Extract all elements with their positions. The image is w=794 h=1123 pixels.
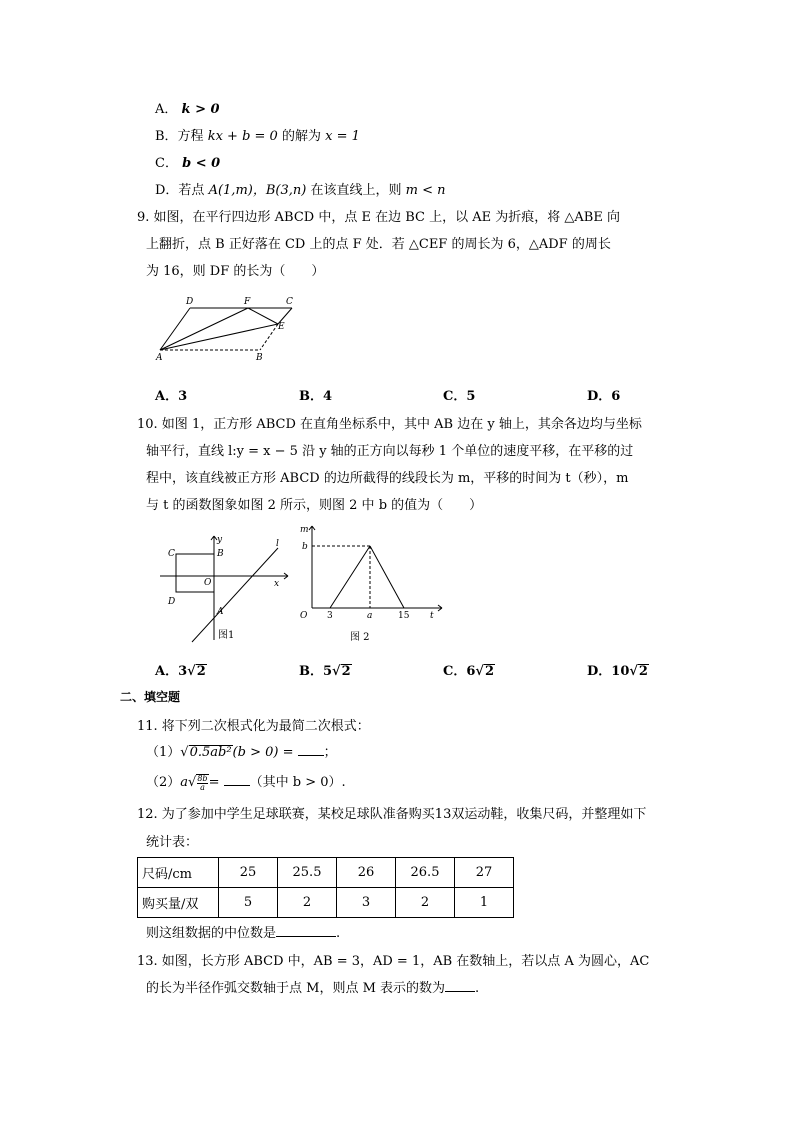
q13-line-1: 13. 如图，长方形 ABCD 中，AB = 3，AD = 1，AB 在数轴上，若以点 A 为圆心，AC [137, 954, 650, 969]
q9-line-2: 上翻折，点 B 正好落在 CD 上的点 F 处．若 △CEF 的周长为 6，△ADF 的周长 [146, 237, 611, 252]
table-header-size: 尺码/cm [138, 858, 219, 888]
q9-option-b: B．4 [299, 389, 333, 404]
table-cell: 3 [337, 888, 396, 918]
q9-label-d: D [186, 297, 194, 307]
fig1-label-y: y [217, 535, 223, 545]
table-cell: 2 [396, 888, 455, 918]
q8-option-a: A． k > 0 [155, 102, 220, 117]
q10-option-b: B．5√2 [299, 664, 351, 679]
q13-blank[interactable] [445, 979, 475, 992]
q12-line-2: 统计表： [146, 835, 199, 850]
q10-line-4: 与 t 的函数图象如图 2 所示，则图 2 中 b 的值为（ ） [146, 498, 483, 513]
q9-label-f: F [244, 297, 251, 307]
fig2-label-o: O [300, 611, 308, 621]
q10-figure-1 [160, 532, 290, 644]
q12-blank[interactable] [276, 924, 336, 937]
q8-option-b: B．方程 kx + b = 0 的解为 x = 1 [155, 129, 360, 144]
q8-option-c: C． b < 0 [155, 156, 221, 171]
q10-option-d: D．10√2 [587, 664, 648, 679]
q10-line-2: 轴平行，直线 l:y = x − 5 沿 y 轴的正方向以每秒 1 个单位的速度平移，在平移的过 [146, 444, 634, 459]
table-row [138, 858, 514, 888]
fig1-label-l: l [276, 539, 279, 549]
section-title-fill-blank: 二、填空题 [120, 690, 181, 704]
table-cell: 25.5 [278, 858, 337, 888]
fig1-label-x: x [274, 579, 280, 589]
q9-line-3: 为 16，则 DF 的长为（ ） [146, 264, 325, 279]
table-cell: 26.5 [396, 858, 455, 888]
q10-line-3: 程中，该直线被正方形 ABCD 的边所截得的线段长为 m，平移的时间为 t（秒），m [146, 471, 629, 486]
fig2-label-t: t [430, 611, 434, 621]
fig2-tick-3: 3 [327, 611, 333, 621]
q12-after-table: 则这组数据的中位数是 . [146, 926, 341, 941]
table-row [138, 888, 514, 918]
fig2-label-b: b [302, 542, 308, 552]
fig2-label-m: m [300, 525, 309, 535]
q10-option-c: C．6√2 [443, 664, 494, 679]
q10-figure-2 [296, 520, 446, 646]
q11-blank-2[interactable] [224, 773, 250, 786]
fig1-label-o: O [204, 578, 212, 588]
table-cell: 1 [455, 888, 514, 918]
q10-line-1: 10. 如图 1，正方形 ABCD 在直角坐标系中，其中 AB 边在 y 轴上，其余各边均与坐标 [137, 417, 642, 432]
fig2-tick-15: 15 [398, 611, 410, 621]
q8-option-d: D．若点 A(1,m)，B(3,n) 在该直线上，则 m < n [155, 183, 446, 198]
fig1-label-d: D [168, 597, 176, 607]
table-cell: 2 [278, 888, 337, 918]
table-cell: 5 [219, 888, 278, 918]
q9-option-d: D．6 [587, 389, 621, 404]
q13-line-2: 的长为半径作弧交数轴于点 M，则点 M 表示的数为 . [146, 981, 480, 996]
q10-option-a: A．3√2 [155, 664, 206, 679]
q11-line-1: 11. 将下列二次根式化为最简二次根式： [137, 719, 370, 734]
q9-label-e: E [278, 322, 285, 332]
table-cell: 25 [219, 858, 278, 888]
fig1-label-c: C [168, 549, 175, 559]
fig2-label-a: a [367, 611, 373, 621]
q11-part-1: （1）√0.5ab²(b > 0) = ； [146, 745, 337, 760]
fig2-caption: 图 2 [350, 632, 370, 643]
table-cell: 26 [337, 858, 396, 888]
fig1-caption: 图1 [218, 630, 235, 641]
table-cell: 27 [455, 858, 514, 888]
q9-parallelogram-figure [150, 294, 300, 364]
q11-blank-1[interactable] [298, 743, 324, 756]
q11-part-2: （2）a√ $\frac{8b}{a}$ = （其中 b > 0）. [146, 773, 346, 792]
q9-option-a: A．3 [155, 389, 188, 404]
fig1-label-a: A [217, 607, 224, 617]
q9-line-1: 9. 如图，在平行四边形 ABCD 中，点 E 在边 BC 上，以 AE 为折痕，将 △ABE 向 [137, 210, 620, 225]
table-header-count: 购买量/双 [138, 888, 219, 918]
q9-label-c: C [286, 297, 293, 307]
fig1-label-b: B [217, 549, 224, 559]
q9-option-c: C．5 [443, 389, 476, 404]
q9-label-b: B [256, 353, 263, 363]
q9-label-a: A [156, 353, 163, 363]
q12-stat-table [137, 857, 514, 918]
q12-line-1: 12. 为了参加中学生足球联赛，某校足球队准备购买13双运动鞋，收集尺码，并整理如下 [137, 807, 647, 822]
